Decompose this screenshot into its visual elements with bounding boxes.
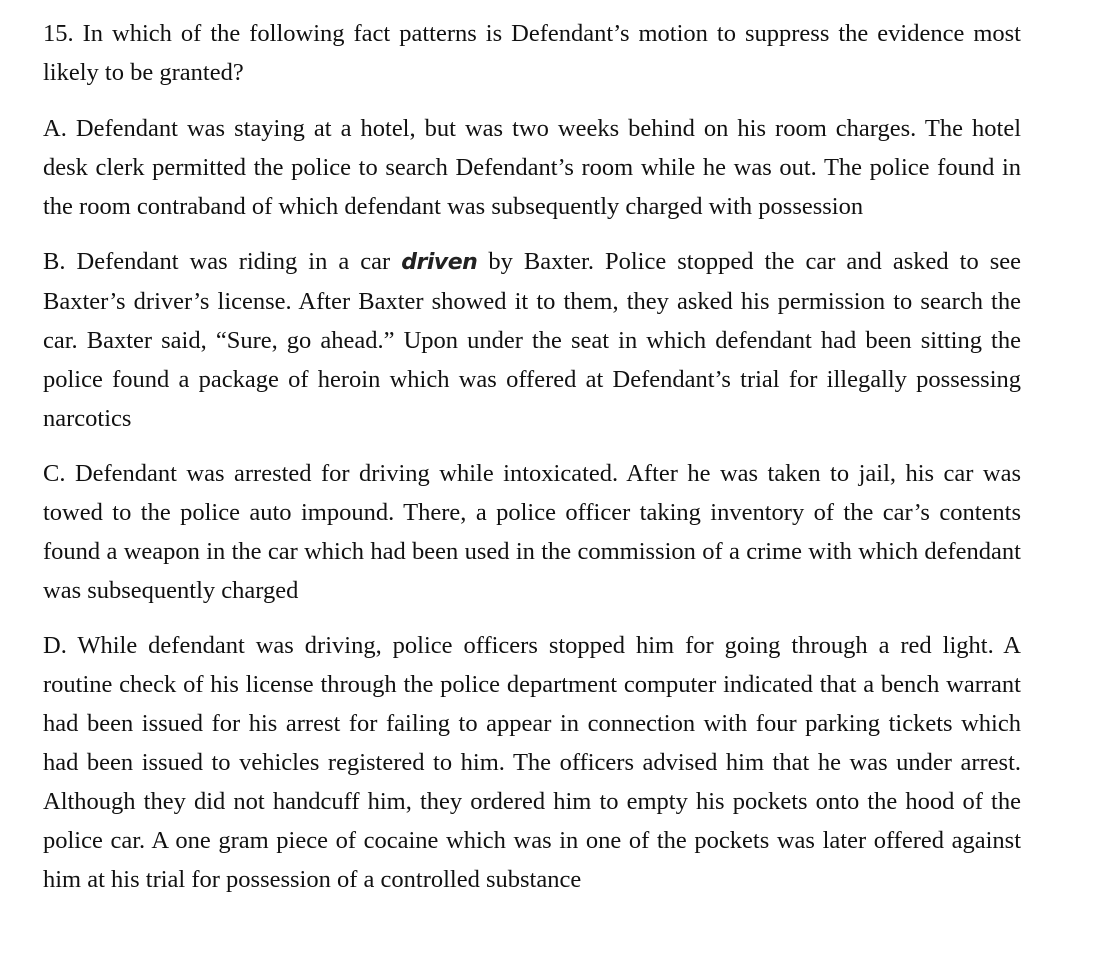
option-a — [43, 109, 1021, 226]
option-letter: B. — [43, 248, 66, 275]
option-text: While defendant was driving, police officers stopped him for going through a red light. A routine check of his license through the police department computer indicated that a bench warrant had been issued for his arrest for failing to appear in connection with four parking tickets which had been issued to vehicles registered to him. The officers advised him that he was under arrest. Although they did not handcuff him, they ordered him to empty his pockets onto the hood of the police car. A one gram piece of cocaine which was in one of the pockets was later offered against him at his trial for possession of a controlled substance — [43, 632, 1021, 893]
option-letter: A. — [43, 115, 67, 142]
option-text-after: by Baxter. Police stopped the car and asked to see Baxter’s driver’s license. After Baxter showed it to them, they asked his permission to search the car. Baxter said, “Sure, go ahead.” Upon under the seat in which defendant had been sitting the police found a package of heroin which was offered at Defendant’s trial for illegally possessing narcotics — [43, 248, 1022, 432]
option-text: Defendant was arrested for driving while intoxicated. After he was taken to jail, his car was towed to the police auto impound. There, a police officer taking inventory of the car’s contents found a weapon in the car which had been used in the commission of a crime with which defendant was subsequently charged — [43, 460, 1021, 604]
document-page — [43, 14, 1021, 915]
option-c — [43, 454, 1021, 610]
option-d — [43, 626, 1021, 899]
handwritten-correction: driven — [401, 250, 478, 275]
question-15 — [43, 14, 1021, 92]
option-text-before: Defendant was riding in a car — [76, 248, 391, 275]
option-text: Defendant was staying at a hotel, but was two weeks behind on his room charges. The hotel desk clerk permitted the police to search Defendant’s room while he was out. The police found in the room contraband of which defendant was subsequently charged with possession — [43, 115, 1021, 220]
option-letter: C. — [43, 460, 66, 487]
option-letter: D. — [43, 632, 67, 659]
option-b — [43, 242, 1021, 438]
question-number: 15. — [43, 20, 74, 47]
question-text: In which of the following fact patterns is Defendant’s motion to suppress the evidence most likely to be granted? — [43, 20, 1021, 86]
